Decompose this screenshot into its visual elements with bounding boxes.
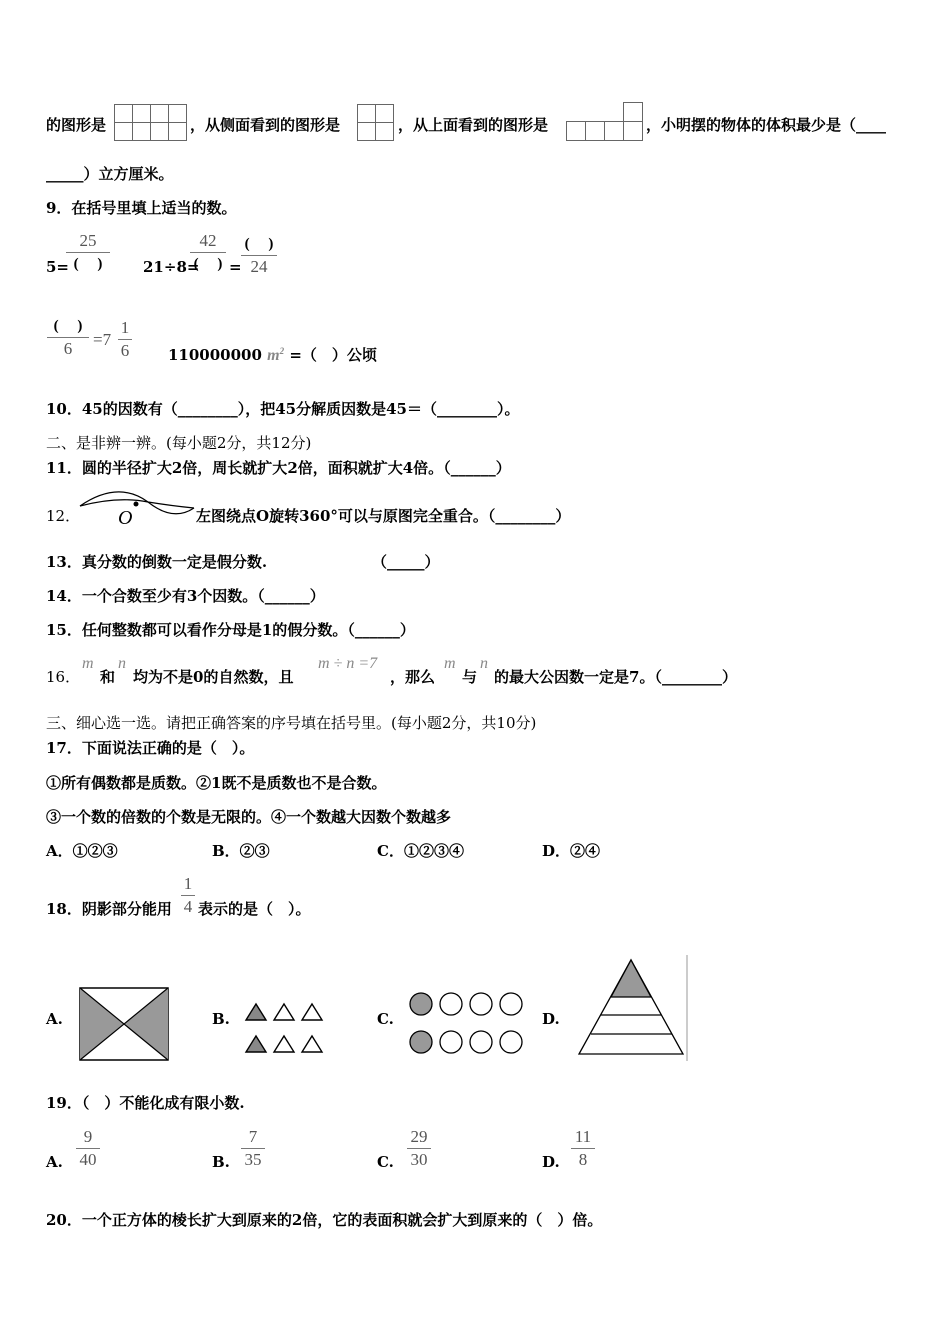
q12-text: 左图绕点O旋转360°可以与原图完全重合。（________） <box>196 507 571 525</box>
q9-eq2-lhs: 21÷8= <box>143 258 200 276</box>
q16-var-m: m <box>82 655 94 672</box>
q8-text-4: ，小明摆的物体的体积最少是（____ <box>646 116 887 134</box>
q16-var-n-2: n <box>480 655 488 672</box>
q18-label-d[interactable]: D. <box>542 1010 560 1028</box>
q13-text: 13．真分数的倒数一定是假分数. <box>46 553 268 571</box>
q9-eq2-fraction-1: 42 ( ) <box>190 231 226 274</box>
q19-label-b[interactable]: B. <box>212 1153 230 1171</box>
section-3-heading: 三、细心选一选。请把正确答案的序号填在括号里。(每小题2分，共10分) <box>46 714 537 732</box>
q16-with: 与 <box>462 668 478 686</box>
q9-eq1-lhs: 5= <box>46 258 70 276</box>
q17-option-d[interactable]: D．②④ <box>542 842 601 860</box>
q8-text-1: 的图形是 <box>46 116 107 134</box>
q9-eq2-equals: = <box>229 258 242 276</box>
q9-eq3-equals: =7 <box>93 330 112 349</box>
q17-statement-1: ①所有偶数都是质数。②1既不是质数也不是合数。 <box>46 774 387 792</box>
q9-eq3-fraction: ( ) 6 <box>47 316 89 359</box>
q18-text-1: 18．阴影部分能用 <box>46 900 172 918</box>
q17-title: 17．下面说法正确的是（ ）。 <box>46 739 255 757</box>
q14: 14．一个合数至少有3个因数。（______） <box>46 587 325 605</box>
front-view-figure <box>114 104 188 142</box>
q10: 10．45的因数有（________），把45分解质因数是45＝（________）。 <box>46 400 520 418</box>
q9-title: 9．在括号里填上适当的数。 <box>46 199 237 217</box>
side-view-figure <box>357 104 397 142</box>
q17-option-b[interactable]: B．②③ <box>212 842 270 860</box>
q19-title: 19．（ ）不能化成有限小数. <box>46 1094 245 1112</box>
q16-var-m-2: m <box>444 655 456 672</box>
q18-label-c[interactable]: C. <box>377 1010 394 1028</box>
q16-expression: m ÷ n =7 <box>318 655 378 672</box>
top-view-figure <box>566 102 644 142</box>
q9-eq4: 110000000 $m^2$ =（ ）公顷 <box>168 346 377 364</box>
q9-eq2-fraction-2: ( ) 24 <box>241 234 277 277</box>
q19-fraction-b: 7 35 <box>241 1127 265 1170</box>
q16-text-1: 均为不是0的自然数，且 <box>133 668 294 686</box>
q16-number: 16． <box>46 668 81 686</box>
q16-var-n: n <box>118 655 126 672</box>
q8-text-3: ，从上面看到的图形是 <box>398 116 549 134</box>
q17-option-a[interactable]: A．①②③ <box>46 842 118 860</box>
q19-fraction-d: 11 8 <box>571 1127 595 1170</box>
q18-label-b[interactable]: B. <box>212 1010 230 1028</box>
q8-continuation: _____）立方厘米。 <box>46 165 174 183</box>
q16-text-2: ，那么 <box>390 668 436 686</box>
option-c-circles-figure <box>409 991 525 1057</box>
section-2-heading: 二、是非辨一辨。(每小题2分，共12分) <box>46 434 312 452</box>
point-o-label: O <box>118 507 133 529</box>
q18-text-2: 表示的是（ ）。 <box>198 900 311 918</box>
rotation-figure <box>78 488 196 528</box>
q16-text-3: 的最大公因数一定是7。（________） <box>494 668 737 686</box>
q9-eq1-fraction: 25 ( ) <box>66 231 110 274</box>
q18-fraction: 1 4 <box>181 874 195 917</box>
option-a-square-figure <box>79 987 169 1061</box>
q20: 20．一个正方体的棱长扩大到原来的2倍，它的表面积就会扩大到原来的（ ）倍。 <box>46 1211 603 1229</box>
q19-fraction-a: 9 40 <box>76 1127 100 1170</box>
q8-text-2: ，从侧面看到的图形是 <box>190 116 341 134</box>
q17-statement-2: ③一个数的倍数的个数是无限的。④一个数越大因数个数越多 <box>46 808 452 826</box>
q13-blank: （_____） <box>372 553 440 571</box>
q18-label-a[interactable]: A. <box>46 1010 63 1028</box>
q12-number: 12． <box>46 507 81 525</box>
q16-and: 和 <box>100 668 116 686</box>
q9-eq3-mixed-fraction: 1 6 <box>118 318 132 361</box>
q15: 15．任何整数都可以看作分母是1的假分数。（______） <box>46 621 415 639</box>
q19-label-a[interactable]: A. <box>46 1153 63 1171</box>
option-b-triangles-figure <box>244 1002 326 1056</box>
option-d-pyramid-figure <box>577 955 691 1063</box>
q17-option-c[interactable]: C．①②③④ <box>377 842 464 860</box>
q19-label-c[interactable]: C. <box>377 1153 394 1171</box>
q11: 11．圆的半径扩大2倍，周长就扩大2倍，面积就扩大4倍。（______） <box>46 459 511 477</box>
q19-fraction-c: 29 30 <box>407 1127 431 1170</box>
q19-label-d[interactable]: D. <box>542 1153 560 1171</box>
